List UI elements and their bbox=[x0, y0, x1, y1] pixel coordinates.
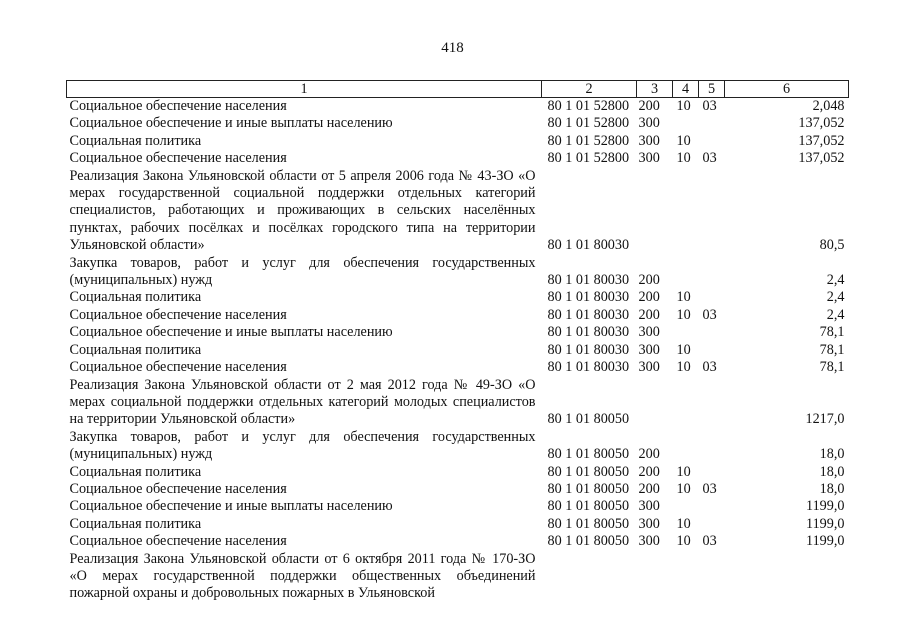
target-code-cell: 80 1 01 52800 bbox=[547, 150, 630, 167]
row-name-cell: Реализация Закона Ульяновской области от 2 мая 2012 года № 49-ЗО «О мерах социальной поддержки отдельных категорий молодых специалистов на территории Ульяновской области» bbox=[69, 376, 536, 428]
amount-cell: 1199,0 bbox=[806, 533, 845, 550]
row-name-cell: Социальное обеспечение населения bbox=[69, 98, 287, 114]
subsection-cell bbox=[699, 255, 725, 290]
table-body bbox=[67, 98, 849, 603]
expense-type-cell: 200 bbox=[638, 463, 660, 480]
section-cell: 10 bbox=[676, 132, 691, 149]
target-code-cell: 80 1 01 80030 bbox=[547, 324, 630, 341]
expense-type-cell: 200 bbox=[638, 98, 660, 114]
expense-type-cell: 200 bbox=[638, 272, 660, 289]
subsection-cell bbox=[699, 429, 725, 464]
section-cell bbox=[673, 255, 699, 290]
section-cell bbox=[673, 429, 699, 464]
section-cell: 10 bbox=[676, 463, 691, 480]
expense-type-cell: 300 bbox=[638, 533, 660, 550]
target-code-cell: 80 1 01 80030 bbox=[547, 289, 630, 306]
row-name-cell: Закупка товаров, работ и услуг для обеспечения государственных (муниципальных) нужд bbox=[69, 254, 536, 289]
expense-type-cell: 300 bbox=[638, 359, 660, 376]
row-name-cell: Закупка товаров, работ и услуг для обеспечения государственных (муниципальных) нужд bbox=[69, 428, 536, 463]
target-code-cell: 80 1 01 80050 bbox=[547, 411, 630, 428]
subsection-cell: 03 bbox=[702, 533, 717, 550]
target-code-cell: 80 1 01 52800 bbox=[547, 98, 630, 114]
section-cell: 10 bbox=[676, 150, 691, 167]
section-cell bbox=[673, 324, 699, 341]
row-name-cell: Социальная политика bbox=[69, 341, 202, 358]
column-header: 1 bbox=[67, 81, 542, 98]
target-code-cell: 80 1 01 80050 bbox=[547, 498, 630, 515]
subsection-cell bbox=[699, 342, 725, 359]
target-code-cell: 80 1 01 80050 bbox=[547, 463, 630, 480]
expense-type-cell: 300 bbox=[638, 115, 660, 132]
column-header: 6 bbox=[725, 81, 849, 98]
target-code-cell: 80 1 01 80050 bbox=[547, 446, 630, 463]
amount-cell: 2,4 bbox=[826, 272, 845, 289]
table-row bbox=[67, 481, 849, 498]
table-header-row bbox=[67, 81, 849, 98]
target-code-cell: 80 1 01 52800 bbox=[547, 115, 630, 132]
subsection-cell bbox=[699, 498, 725, 515]
section-cell: 10 bbox=[676, 480, 691, 497]
page-number: 418 bbox=[441, 40, 464, 56]
section-cell bbox=[673, 377, 699, 429]
table-row bbox=[67, 464, 849, 481]
target-code-cell: 80 1 01 80050 bbox=[547, 480, 630, 497]
row-name-cell: Социальная политика bbox=[69, 515, 202, 532]
table-row bbox=[67, 255, 849, 290]
amount-cell: 18,0 bbox=[819, 480, 845, 497]
table-row bbox=[67, 307, 849, 324]
subsection-cell bbox=[699, 133, 725, 150]
target-code-cell: 80 1 01 80030 bbox=[547, 359, 630, 376]
subsection-cell bbox=[699, 324, 725, 341]
table-row bbox=[67, 98, 849, 116]
table-row bbox=[67, 429, 849, 464]
amount-cell: 2,4 bbox=[826, 289, 845, 306]
section-cell bbox=[673, 551, 699, 603]
amount-cell: 137,052 bbox=[798, 150, 845, 167]
table-row bbox=[67, 115, 849, 132]
row-name-cell: Социальное обеспечение населения bbox=[69, 306, 287, 323]
expense-type-cell: 200 bbox=[638, 289, 660, 306]
amount-cell: 1199,0 bbox=[806, 498, 845, 515]
column-header: 3 bbox=[637, 81, 673, 98]
column-header: 5 bbox=[699, 81, 725, 98]
section-cell bbox=[673, 498, 699, 515]
table-row bbox=[67, 377, 849, 429]
column-header: 2 bbox=[542, 81, 637, 98]
expense-type-cell: 300 bbox=[638, 132, 660, 149]
amount-cell: 78,1 bbox=[819, 341, 845, 358]
table-row bbox=[67, 168, 849, 255]
target-code-cell: 80 1 01 80030 bbox=[547, 341, 630, 358]
subsection-cell bbox=[699, 115, 725, 132]
column-header: 4 bbox=[673, 81, 699, 98]
expense-type-cell: 300 bbox=[638, 515, 660, 532]
amount-cell: 137,052 bbox=[798, 115, 845, 132]
amount-cell bbox=[725, 551, 849, 603]
row-name-cell: Социальная политика bbox=[69, 132, 202, 149]
target-code-cell bbox=[542, 551, 637, 603]
row-name-cell: Социальная политика bbox=[69, 463, 202, 480]
target-code-cell: 80 1 01 80030 bbox=[547, 272, 630, 289]
subsection-cell: 03 bbox=[702, 480, 717, 497]
expense-type-cell bbox=[637, 168, 673, 255]
row-name-cell: Социальное обеспечение населения bbox=[69, 480, 287, 497]
row-name-cell: Реализация Закона Ульяновской области от 6 октября 2011 года № 170-ЗО «О мерах государственной поддержки общественных объединений пожарной охраны и добровольных пожарных в Ульяновской bbox=[69, 550, 536, 602]
table-row bbox=[67, 359, 849, 376]
target-code-cell: 80 1 01 52800 bbox=[547, 132, 630, 149]
section-cell: 10 bbox=[676, 359, 691, 376]
subsection-cell bbox=[699, 289, 725, 306]
amount-cell: 2,048 bbox=[812, 98, 845, 114]
amount-cell: 18,0 bbox=[819, 463, 845, 480]
row-name-cell: Социальное обеспечение и иные выплаты населению bbox=[69, 498, 393, 515]
expense-type-cell: 200 bbox=[638, 306, 660, 323]
amount-cell: 78,1 bbox=[819, 359, 845, 376]
amount-cell: 137,052 bbox=[798, 132, 845, 149]
table-row bbox=[67, 551, 849, 603]
row-name-cell: Социальная политика bbox=[69, 289, 202, 306]
expense-type-cell: 200 bbox=[638, 480, 660, 497]
row-name-cell: Социальное обеспечение и иные выплаты населению bbox=[69, 115, 393, 132]
subsection-cell bbox=[699, 464, 725, 481]
subsection-cell bbox=[699, 516, 725, 533]
table-row bbox=[67, 516, 849, 533]
section-cell: 10 bbox=[676, 289, 691, 306]
amount-cell: 1199,0 bbox=[806, 515, 845, 532]
table-row bbox=[67, 498, 849, 515]
section-cell: 10 bbox=[676, 341, 691, 358]
section-cell: 10 bbox=[676, 533, 691, 550]
row-name-cell: Социальное обеспечение населения bbox=[69, 359, 287, 376]
section-cell: 10 bbox=[676, 98, 691, 114]
subsection-cell: 03 bbox=[702, 359, 717, 376]
expense-type-cell bbox=[637, 377, 673, 429]
expense-type-cell: 300 bbox=[638, 324, 660, 341]
row-name-cell: Социальное обеспечение населения bbox=[69, 533, 287, 550]
table-row bbox=[67, 533, 849, 550]
table-row bbox=[67, 324, 849, 341]
expense-type-cell: 200 bbox=[638, 446, 660, 463]
expense-type-cell: 300 bbox=[638, 498, 660, 515]
subsection-cell bbox=[699, 168, 725, 255]
section-cell bbox=[673, 168, 699, 255]
budget-table bbox=[66, 80, 849, 603]
amount-cell: 1217,0 bbox=[805, 411, 845, 428]
subsection-cell bbox=[699, 377, 725, 429]
target-code-cell: 80 1 01 80030 bbox=[547, 306, 630, 323]
amount-cell: 2,4 bbox=[826, 306, 845, 323]
amount-cell: 78,1 bbox=[819, 324, 845, 341]
target-code-cell: 80 1 01 80030 bbox=[547, 237, 630, 254]
amount-cell: 18,0 bbox=[819, 446, 845, 463]
amount-cell: 80,5 bbox=[819, 237, 845, 254]
section-cell: 10 bbox=[676, 515, 691, 532]
subsection-cell bbox=[699, 551, 725, 603]
expense-type-cell: 300 bbox=[638, 341, 660, 358]
table-row bbox=[67, 289, 849, 306]
table-row bbox=[67, 133, 849, 150]
row-name-cell: Социальное обеспечение населения bbox=[69, 150, 287, 167]
section-cell bbox=[673, 115, 699, 132]
row-name-cell: Социальное обеспечение и иные выплаты населению bbox=[69, 324, 393, 341]
expense-type-cell: 300 bbox=[638, 150, 660, 167]
target-code-cell: 80 1 01 80050 bbox=[547, 533, 630, 550]
row-name-cell: Реализация Закона Ульяновской области от 5 апреля 2006 года № 43-ЗО «О мерах государственной социальной поддержки отдельных категорий специалистов, работающих и проживающих в сельских населённых пунктах, рабочих посёлках и посёлках городского типа на территории Ульяновской области» bbox=[69, 167, 536, 254]
section-cell: 10 bbox=[676, 306, 691, 323]
subsection-cell: 03 bbox=[702, 150, 717, 167]
table-row bbox=[67, 342, 849, 359]
table-row bbox=[67, 150, 849, 167]
expense-type-cell bbox=[637, 551, 673, 603]
subsection-cell: 03 bbox=[702, 306, 717, 323]
target-code-cell: 80 1 01 80050 bbox=[547, 515, 630, 532]
subsection-cell: 03 bbox=[702, 98, 717, 114]
